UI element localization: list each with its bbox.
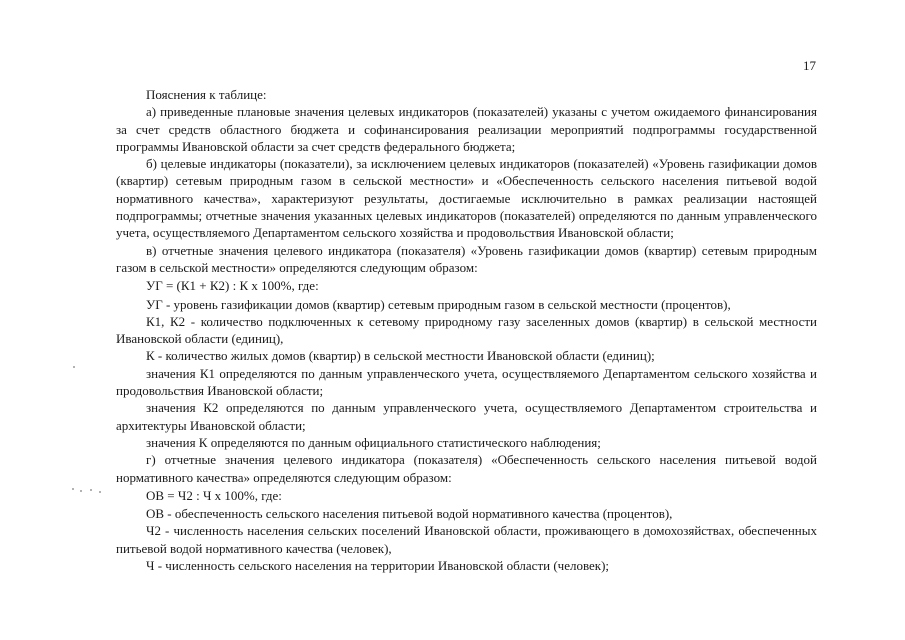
source-k: значения К определяются по данным официального статистического наблюдения; — [146, 434, 601, 450]
page-body — [116, 86, 817, 574]
note-g: г) отчетные значения целевого индикатора (показателя) «Обеспеченность сельского населения питьевой водой нормативного качества» определяются следующим образом: — [116, 452, 817, 485]
definition-ch2: Ч2 - численность населения сельских поселений Ивановской области, проживающего в домохозяйствах, обеспеченных питьевой водой нормативного качества (человек), — [116, 523, 817, 556]
definition-k1-k2: К1, К2 - количество подключенных к сетевому природному газу заселенных домов (квартир) в сельской местности Ивановской области (единиц), — [116, 313, 817, 347]
definition-ch: Ч - численность сельского населения на территории Ивановской области (человек); — [146, 558, 610, 574]
page-number: 17 — [803, 58, 816, 73]
source-k1: значения К1 определяются по данным управленческого учета, осуществляемого Департаментом сельского хозяйства и продовольствия Ивановской области; — [116, 365, 817, 399]
formula-ov: ОВ = Ч2 : Ч х 100%, где: — [146, 487, 282, 503]
scan-speck — [73, 366, 75, 368]
formula-ug: УГ = (К1 + К2) : К х 100%, где: — [146, 278, 319, 294]
note-b: б) целевые индикаторы (показатели), за исключением целевых индикаторов (показателей) «Уровень газификации домов (квартир) сетевым природным газом в сельской местности» и «Обеспеченность сельского населения питьевой водой нормативного качества», характеризуют результаты, достигаемые исключительно в рамках реализации настоящей подпрограммы; отчетные значения указанных целевых индикаторов (показателей) определяются по данным управленческого учета, осуществляемого Департаментом сельского хозяйства и продовольствия Ивановской области; — [116, 156, 817, 241]
note-v: в) отчетные значения целевого индикатора (показателя) «Уровень газификации домов (квартир) сетевым природным газом в сельской местности» определяются следующим образом: — [116, 242, 817, 275]
definition-k: К - количество жилых домов (квартир) в сельской местности Ивановской области (единиц); — [146, 348, 655, 364]
scan-speck — [90, 489, 92, 491]
scan-speck — [99, 491, 101, 493]
definition-ug: УГ - уровень газификации домов (квартир) сетевым природным газом в сельской местности (процентов), — [146, 296, 731, 312]
scan-speck — [80, 490, 82, 492]
note-a: а) приведенные плановые значения целевых индикаторов (показателей) указаны с учетом ожидаемого финансирования за счет средств областного бюджета и софинансирования реализации мероприятий подпрограммы государственной программы Ивановской области за счет средств федерального бюджета; — [116, 104, 817, 154]
definition-ov: ОВ - обеспеченность сельского населения питьевой водой нормативного качества (процентов), — [146, 506, 673, 522]
notes-heading: Пояснения к таблице: — [146, 87, 267, 102]
source-k2: значения К2 определяются по данным управленческого учета, осуществляемого Департаментом строительства и архитектуры Ивановской области; — [116, 400, 817, 433]
scan-speck — [72, 488, 74, 490]
